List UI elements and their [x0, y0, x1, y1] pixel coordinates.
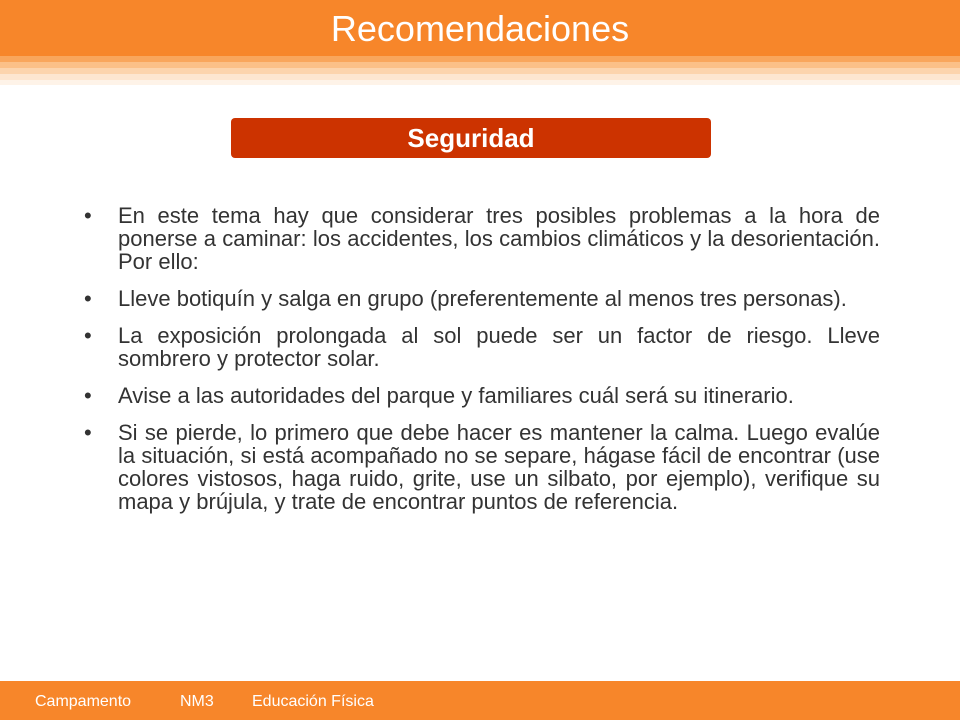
- section-badge: Seguridad: [231, 118, 711, 158]
- bullet-text: Lleve botiquín y salga en grupo (preferentemente al menos tres personas).: [118, 286, 847, 311]
- bullet-text: La exposición prolongada al sol puede ser un factor de riesgo. Lleve sombrero y protector solar.: [118, 323, 880, 371]
- bullet-item: [80, 324, 880, 370]
- footer-bar: [0, 681, 960, 720]
- bullet-dot: •: [84, 420, 92, 445]
- footer-level: NM3: [180, 693, 214, 710]
- bullet-list: [80, 204, 880, 527]
- bullet-text: En este tema hay que considerar tres posibles problemas a la hora de ponerse a caminar: los accidentes, los cambios climáticos y la desorientación. Por ello:: [118, 203, 880, 274]
- slide-title: Recomendaciones: [330, 8, 630, 49]
- bullet-dot: •: [84, 323, 92, 348]
- bullet-text: Si se pierde, lo primero que debe hacer es mantener la calma. Luego evalúe la situación, si está acompañado no se separe, hágase fácil de encontrar (use colores vistosos, haga ruido, grite, use un silbato, por ejemplo), verifique su mapa y brújula, y trate de encontrar puntos de referencia.: [118, 420, 880, 514]
- bullet-text: Avise a las autoridades del parque y familiares cuál será su itinerario.: [118, 383, 794, 408]
- bullet-item: [80, 204, 880, 273]
- bullet-dot: •: [84, 203, 92, 228]
- bullet-item: [80, 421, 880, 513]
- footer-subject: Educación Física: [252, 693, 374, 710]
- header-stripe: [0, 80, 960, 85]
- footer-course: Campamento: [35, 693, 132, 710]
- bullet-item: [80, 287, 880, 310]
- bullet-dot: •: [84, 286, 92, 311]
- bullet-item: [80, 384, 880, 407]
- bullet-dot: •: [84, 383, 92, 408]
